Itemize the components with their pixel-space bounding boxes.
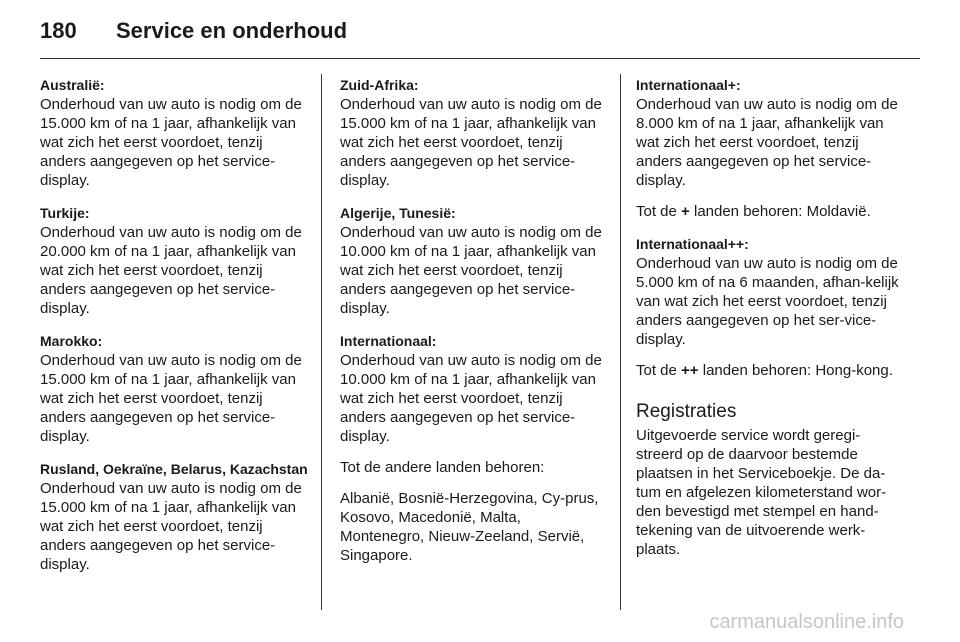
section-turkije [40,204,308,318]
note-symbol: ++ [681,362,699,379]
section-australie [40,76,308,190]
section-heading: Internationaal: [340,333,437,349]
registraties-heading: Registraties [636,401,737,422]
section-rusland [40,460,308,574]
section-text: Onderhoud van uw auto is nodig om de 10.000 km of na 1 jaar, afhankelijk van wat zich het eerst voordoet, tenzij anders aangegeven op het service-display. [340,352,602,445]
page-header [40,18,347,44]
section-text: Onderhoud van uw auto is nodig om de 15.000 km of na 1 jaar, afhankelijk van wat zich het eerst voordoet, tenzij anders aangegeven op het service-display. [40,480,302,573]
column-1 [40,76,308,588]
section-heading: Australië: [40,77,105,93]
column-2 [340,76,608,579]
section-algerije-tunesie [340,204,608,318]
column-divider [321,74,322,610]
page-title: Service en onderhoud [116,18,348,43]
page-number: 180 [40,18,77,43]
note-symbol: + [681,203,690,220]
section-heading: Zuid-Afrika: [340,77,419,93]
section-text: Onderhoud van uw auto is nodig om de 15.000 km of na 1 jaar, afhankelijk van wat zich het eerst voordoet, tenzij anders aangegeven op het service-display. [40,96,302,189]
header-rule [40,58,920,59]
section-heading: Internationaal+: [636,77,741,93]
section-heading: Algerije, Tunesië: [340,205,456,221]
section-note [636,361,904,380]
section-text: Onderhoud van uw auto is nodig om de 8.000 km of na 1 jaar, afhankelijk van wat zich het eerst voordoet, tenzij anders aangegeven op het service-display. [636,96,898,189]
column-3 [636,76,904,571]
section-internationaal-plusplus [636,235,904,380]
section-text: Onderhoud van uw auto is nodig om de 15.000 km of na 1 jaar, afhankelijk van wat zich het eerst voordoet, tenzij anders aangegeven op het service-display. [340,96,602,189]
registraties-text: Uitgevoerde service wordt geregi-streerd op de daarvoor bestemde plaatsen in het Serviceboekje. De da-tum en afgelezen kilometerstand wor-den bevestigd met stempel en hand-tekening van de uitvoerende werk-plaats. [636,427,887,558]
column-divider [620,74,621,610]
section-heading: Marokko: [40,333,103,349]
section-text: Onderhoud van uw auto is nodig om de 10.000 km of na 1 jaar, afhankelijk van wat zich het eerst voordoet, tenzij anders aangegeven op het service-display. [340,224,602,317]
section-heading: Rusland, Oekraïne, Belarus, Kazachstan [40,461,308,477]
section-internationaal [340,332,608,565]
note-prefix: Tot de [636,203,677,220]
section-text: Onderhoud van uw auto is nodig om de 5.000 km of na 6 maanden, afhan-kelijk van wat zich het eerst voordoet, tenzij anders aangegeven op het ser-vice-display. [636,255,899,348]
watermark: carmanualsonline.info [709,611,904,633]
section-text: Onderhoud van uw auto is nodig om de 20.000 km of na 1 jaar, afhankelijk van wat zich het eerst voordoet, tenzij anders aangegeven op het service-display. [40,224,302,317]
note-suffix: landen behoren: Moldavië. [693,203,871,220]
note-suffix: landen behoren: Hong-kong. [702,362,893,379]
section-heading: Internationaal++: [636,236,749,252]
section-text: Onderhoud van uw auto is nodig om de 15.000 km of na 1 jaar, afhankelijk van wat zich het eerst voordoet, tenzij anders aangegeven op het service-display. [40,352,302,445]
note-prefix: Tot de [636,362,677,379]
section-internationaal-plus [636,76,904,221]
section-note [636,202,904,221]
section-heading: Turkije: [40,205,90,221]
other-countries-intro: Tot de andere landen behoren: [340,459,545,476]
section-zuid-afrika [340,76,608,190]
other-countries-list: Albanië, Bosnië-Herzegovina, Cy-prus, Kosovo, Macedonië, Malta, Montenegro, Nieuw-Zeeland, Servië, Singapore. [340,490,599,564]
section-marokko [40,332,308,446]
